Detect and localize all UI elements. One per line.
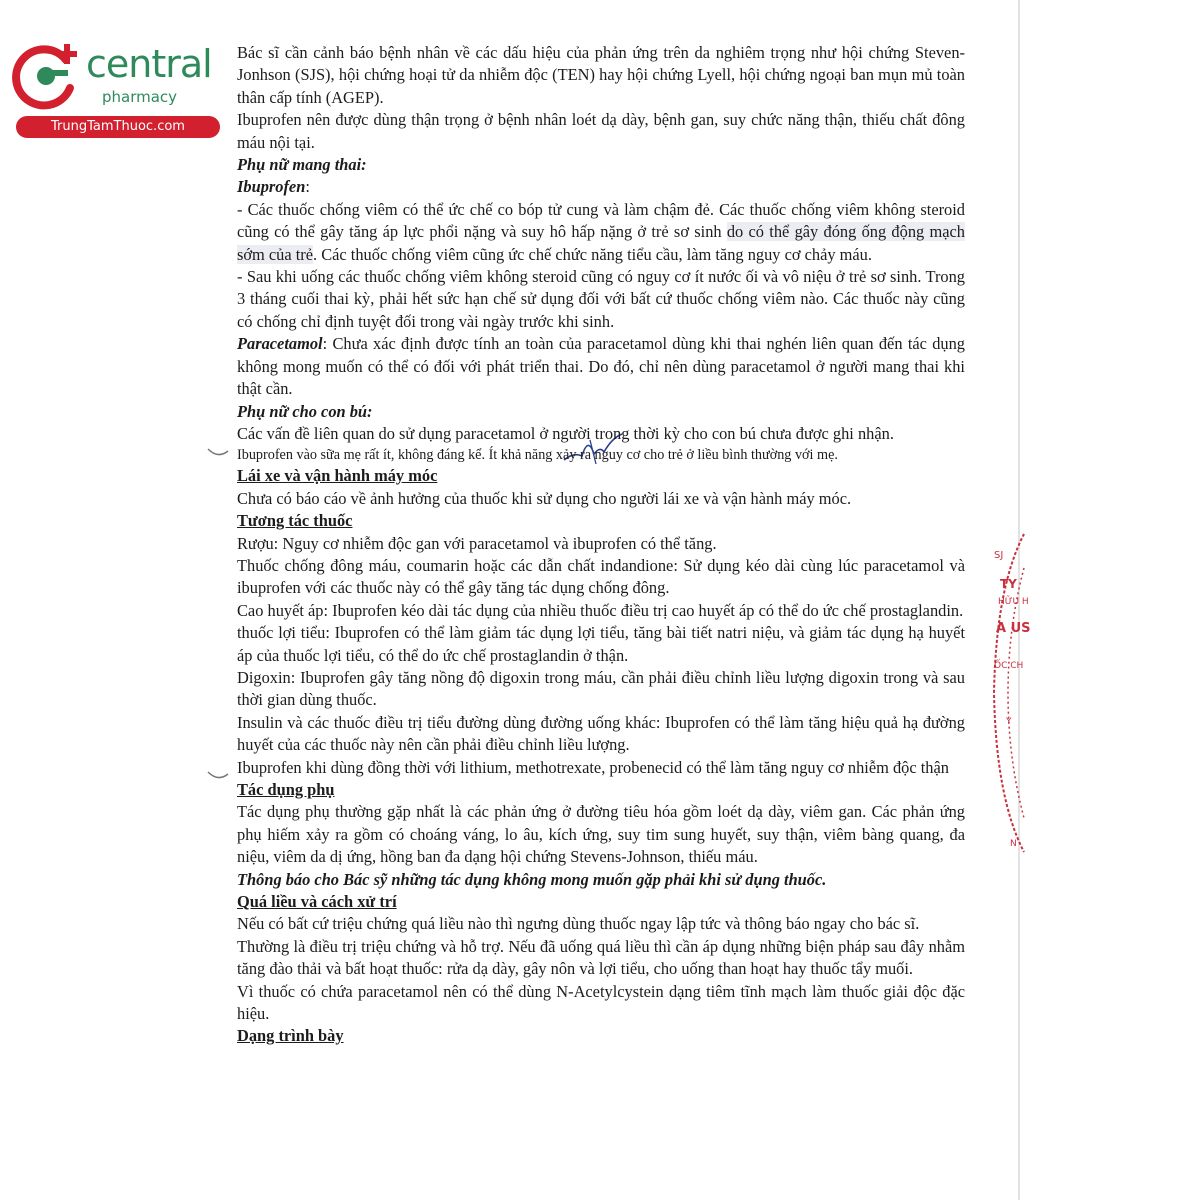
paracetamol-pregnancy-paragraph [237,333,965,400]
notify-doctor-note: Thông báo cho Bác sỹ những tác dụng không mong muốn gặp phải khi sử dụng thuốc. [237,869,827,889]
driving-paragraph: Chưa có báo cáo về ảnh hưởng của thuốc khi sử dụng cho người lái xe và vận hành máy móc. [237,488,852,508]
side-effects-paragraph: Tác dụng phụ thường gặp nhất là các phản ứng ở đường tiêu hóa gồm loét dạ dày, viêm gan. Các phản ứng phụ hiếm xảy ra gồm có choáng váng, lo âu, kích ứng, suy tim sung huyết, suy thận, viêm bàng quang, đa niệu, viêm da dị ứng, hồng ban đa dạng hội chứng Stevens-Johnson, thiếu máu. [237,802,965,867]
driving-heading: Lái xe và vận hành máy móc [237,466,438,486]
interaction-alcohol: Rượu: Nguy cơ nhiễm độc gan với paracetamol và ibuprofen có thể tăng. [237,533,717,553]
svg-text:A US: A US [996,621,1031,636]
interaction-anticoagulant: Thuốc chống đông máu, coumarin hoặc các dẫn chất indandione: Sử dụng kéo dài cùng lúc paracetamol và ibuprofen với các thuốc này có thể gây tăng tác dụng chống đông. [237,555,965,598]
side-effects-heading: Tác dụng phụ [237,780,335,799]
svg-text:Y: Y [1006,717,1012,727]
logo-brand-text: central [86,42,212,86]
central-pharmacy-logo[interactable] [10,34,215,138]
interaction-digoxin: Digoxin: Ibuprofen gây tăng nồng độ digoxin trong máu, cần phải điều chỉnh liều lượng digoxin trong và sau thời gian dùng thuốc. [237,667,965,710]
overdose-paragraph-3: Vì thuốc có chứa paracetamol nên có thể dùng N-Acetylcystein dạng tiêm tĩnh mạch làm thuốc giải độc đặc hiệu. [237,981,965,1024]
svg-text:N: N [1010,839,1017,849]
svg-text:TY: TY [1000,577,1017,591]
logo-subtitle: pharmacy [102,88,178,106]
interactions-heading: Tương tác thuốc [237,511,353,531]
interaction-diuretic: thuốc lợi tiểu: Ibuprofen có thể làm giảm tác dụng lợi tiểu, tăng bài tiết natri niệu, và giảm tác dụng hạ huyết áp của thuốc lợi tiểu, có thể do ức chế prostaglandin ở thận. [237,623,965,665]
paracetamol-text: : Chưa xác định được tính an toàn của paracetamol dùng khi thai nghén liên quan đến tác dụng không mong muốn có thể có đối với phát triển thai. Do đó, chỉ nên dùng paracetamol ở người mang thai khi thật cần. [237,334,965,399]
svg-text:HỮU H: HỮU H [998,597,1029,607]
overdose-heading: Quá liều và cách xử trí [237,892,397,912]
overdose-paragraph-2: Thường là điều trị triệu chứng và hỗ trợ. Nếu đã uống quá liều thì cần áp dụng những biện pháp sau đây nhằm tăng đào thải và bất hoạt thuốc: rửa dạ dày, gây nôn và lợi tiểu, cho uống than hoạt hay thuốc tẩy muối. [237,936,965,979]
paracetamol-label: Paracetamol [237,334,323,354]
pregnancy-paragraph-2: - Sau khi uống các thuốc chống viêm không steroid cũng có nguy cơ ít nước ối và vô niệu ở trẻ sơ sinh. Trong 3 tháng cuối thai kỳ, phải hết sức hạn chế sử dụng đối với bất cứ thuốc chống viêm nào. Các thuốc này cũng có chống chỉ định tuyệt đối trong vài ngày trước khi sinh. [237,267,965,331]
pregnancy-text-b: . Các thuốc chống viêm cũng ức chế chức năng tiểu cầu, làm tăng nguy cơ chảy máu. [313,244,872,264]
punch-hole-mark-icon [206,770,230,782]
interaction-hypertension: Cao huyết áp: Ibuprofen kéo dài tác dụng của nhiều thuốc điều trị cao huyết áp có thể do ức chế prostaglandin. [237,600,964,620]
breastfeeding-paragraph-1: Các vấn đề liên quan do sử dụng paracetamol ở người trong thời kỳ cho con bú chưa được ghi nhận. [237,423,894,443]
logo-website[interactable]: TrungTamThuoc.com [16,116,220,138]
overdose-paragraph-1: Nếu có bất cứ triệu chứng quá liều nào thì ngưng dùng thuốc ngay lập tức và thông báo ngay cho bác sĩ. [237,914,920,934]
pregnancy-text-a: - Các thuốc chống viêm có thể ức chế co bóp tử cung và làm chậm đẻ. Các thuốc chống viêm không steroid cũng có thể gây tăng áp lực phổi nặng và suy hô hấp nặng ở trẻ sơ sinh [237,199,965,242]
skin-warning-paragraph: Bác sĩ cần cảnh báo bệnh nhân về các dấu hiệu của phản ứng trên da nghiêm trọng như hội chứng Steven-Jonhson (SJS), hội chứng hoại tử da nhiễm độc (TEN) hay hội chứng Lyell, hội chứng ngoại ban mụn mủ toàn thân cấp tính (AGEP). [237,43,965,107]
company-stamp-icon [984,528,1031,858]
ibuprofen-subheading-line [237,176,965,198]
ibuprofen-subheading: Ibuprofen [237,177,306,197]
colon: : [305,177,310,197]
pregnancy-paragraph-1 [237,199,965,266]
punch-hole-mark-icon [206,447,230,459]
highlighted-text: do có thể gây đóng ống động mạch sớm của trẻ [237,222,965,264]
leaflet-text [237,42,965,1048]
presentation-heading: Dạng trình bày [237,1026,344,1046]
breastfeeding-paragraph-2: Ibuprofen vào sữa mẹ rất ít, không đáng kể. Ít khả năng xảy ra nguy cơ cho trẻ ở liều bình thường với mẹ. [237,447,838,464]
svg-text:SJ: SJ [994,550,1004,561]
interaction-insulin: Insulin và các thuốc điều trị tiểu đường dùng đường uống khác: Ibuprofen có thể làm tăng hiệu quả hạ đường huyết của các thuốc này nên cần phải điều chỉnh liều lượng. [237,712,965,755]
ibuprofen-caution-paragraph: Ibuprofen nên được dùng thận trọng ở bệnh nhân loét dạ dày, bệnh gan, suy chức năng thận, thiếu chất đông máu nội tại. [237,110,965,152]
interaction-lithium: Ibuprofen khi dùng đồng thời với lithium, methotrexate, probenecid có thể làm tăng nguy cơ nhiễm độc thận [237,757,949,777]
breastfeeding-heading: Phụ nữ cho con bú: [237,401,373,421]
pregnant-heading: Phụ nữ mang thai: [237,155,367,175]
pharmacy-cross-logo-icon [10,40,82,112]
svg-text:ỐC CH: ỐC CH [994,661,1024,671]
